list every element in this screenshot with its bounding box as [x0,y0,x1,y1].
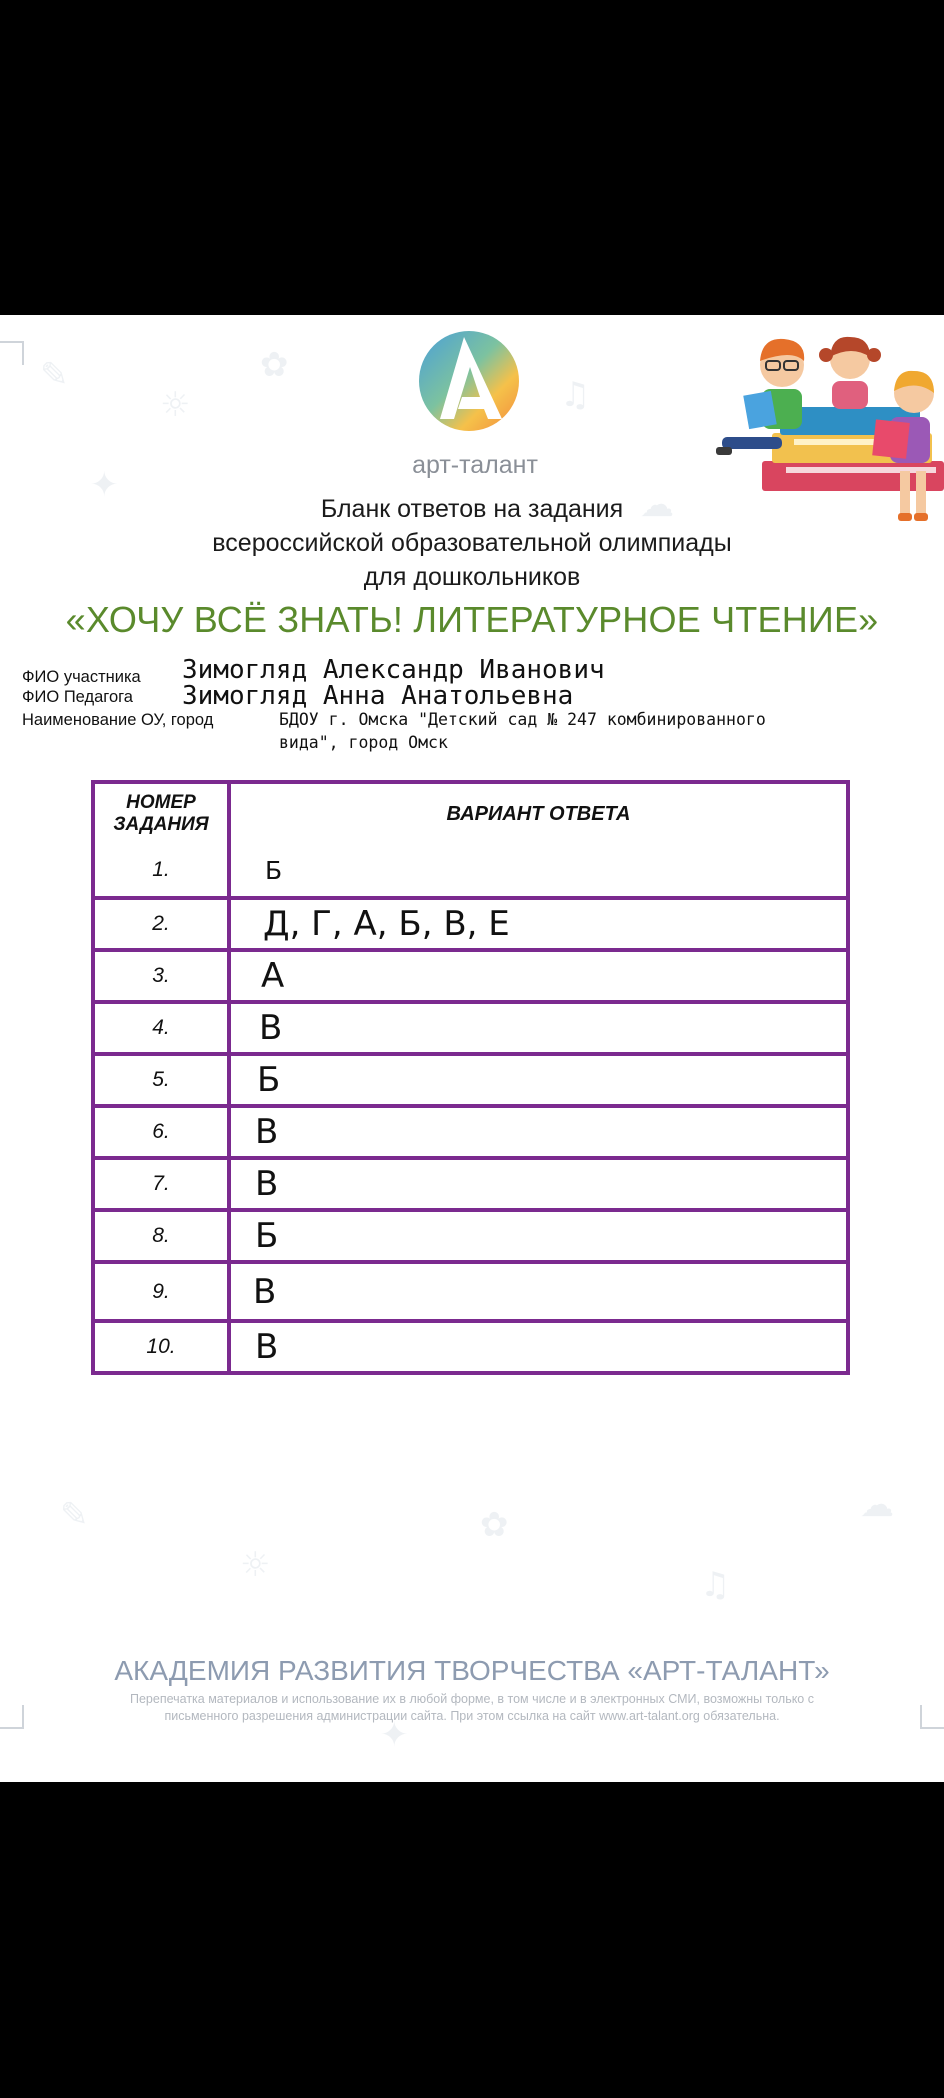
table-header-row [95,784,846,844]
doodle-icon: ☁ [860,1485,894,1525]
table-row [95,1104,846,1156]
answer-value: В [253,1271,277,1312]
answer-value: В [255,1112,279,1152]
task-number: 4. [95,1004,231,1052]
corner-mark [0,341,24,365]
answer-value: В [259,1008,283,1048]
table-row [95,1319,846,1371]
doodle-icon: ✎ [60,1495,89,1535]
footer-note-line2: письменного разрешения администрации сайта. При этом ссылка на сайт www.art-talant.org обязательна. [164,1709,780,1723]
teacher-label: ФИО Педагога [22,688,133,706]
doodle-icon: ✦ [90,465,119,505]
participant-label: ФИО участника [22,668,141,686]
doodle-icon: ♫ [560,375,591,415]
header-line-3: для дошкольников [363,563,581,591]
footer-note-line1: Перепечатка материалов и использование их в любой форме, в том числе и в электронных СМИ, возможны только с [129,1692,814,1706]
teacher-value: Зимогляд Анна Анатольевна [182,681,574,711]
header-task-number [95,784,231,844]
table-body [95,844,846,1371]
header-line-1: Бланк ответов на задания [320,495,624,523]
footer-title: АКАДЕМИЯ РАЗВИТИЯ ТВОРЧЕСТВА «АРТ-ТАЛАНТ» [114,1655,830,1686]
table-row [95,1260,846,1319]
table-row [95,1156,846,1208]
school-label: Наименование ОУ, город [22,711,214,729]
answer-value: Д, Г, А, Б, В, Е [263,904,510,944]
table-row [95,1052,846,1104]
doodle-icon: ♫ [700,1565,731,1605]
olympiad-title: «ХОЧУ ВСЁ ЗНАТЬ! ЛИТЕРАТУРНОЕ ЧТЕНИЕ» [65,599,879,640]
answers-table [91,780,850,1375]
school-value-line2: вида", город Омск [279,733,448,752]
task-number: 9. [95,1264,231,1319]
task-number: 2. [95,900,231,948]
answer-value: А [261,956,285,996]
task-number: 7. [95,1160,231,1208]
doodle-icon: ✎ [40,355,69,395]
school-value-line1: БДОУ г. Омска "Детский сад № 247 комбинированного [279,710,766,729]
table-row [95,1000,846,1052]
table-row [95,948,846,1000]
task-number: 10. [95,1323,231,1371]
answer-value: Б [257,1060,281,1100]
header-line-2: всероссийской образовательной олимпиады [212,529,732,557]
table-row [95,896,846,948]
doodle-icon: ☼ [160,385,191,425]
participant-value: Зимогляд Александр Иванович [182,655,605,685]
answer-value: Б [265,855,283,885]
task-number: 6. [95,1108,231,1156]
answer-value: В [255,1164,279,1204]
answer-value: В [255,1327,279,1367]
task-number: 1. [95,844,231,896]
art-talant-logo-icon [414,319,524,437]
table-row [95,1208,846,1260]
task-number: 5. [95,1056,231,1104]
doodle-icon: ☼ [240,1545,271,1585]
header-task-number-line2: ЗАДАНИЯ [113,814,209,835]
header-answer: ВАРИАНТ ОТВЕТА [446,802,631,825]
table-row [95,844,846,896]
doodle-icon: ☁ [640,485,674,525]
doodle-icon: ✦ [380,1715,409,1755]
header-task-number-line1: НОМЕР [126,792,196,813]
answer-sheet [0,315,944,1782]
task-number: 8. [95,1212,231,1260]
doodle-icon: ✿ [260,345,289,385]
task-number: 3. [95,952,231,1000]
answer-value: Б [255,1216,279,1256]
logo-text: арт-талант [412,451,538,479]
doodle-icon: ✿ [480,1505,509,1545]
